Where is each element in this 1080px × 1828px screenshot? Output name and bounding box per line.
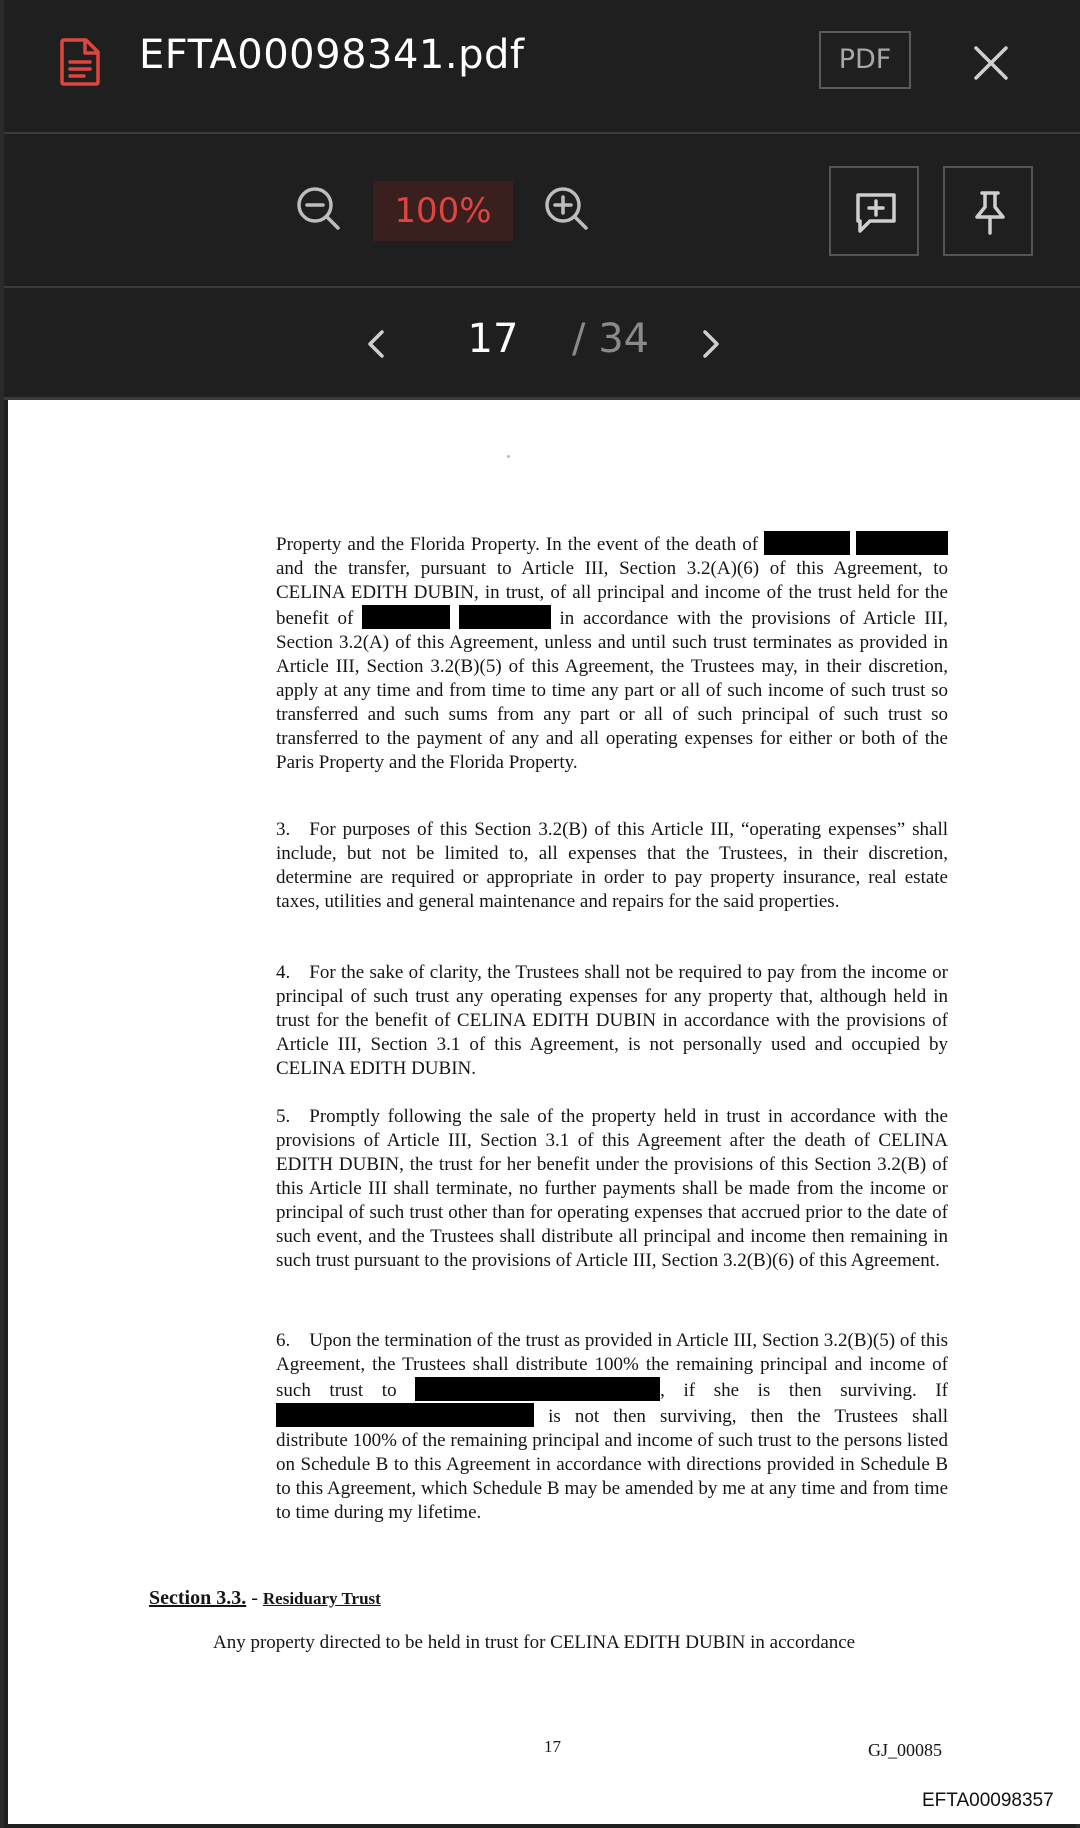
section-dash: - xyxy=(246,1587,263,1609)
redaction-block xyxy=(856,531,948,555)
paragraph-continuation xyxy=(276,531,948,775)
paragraph-text: 6. Upon the termination of the trust as provided in Article III, Section 3.2(B)(5) of this Agreement, the Trustees shall distribute 100% the remaining principal and income of such trust to xyxy=(276,1330,948,1401)
file-name-title: EFTA00098341.pdf xyxy=(139,32,525,78)
zoom-toolbar xyxy=(4,134,1080,288)
redaction-block xyxy=(415,1377,660,1401)
page-navigation xyxy=(4,288,1080,400)
paragraph-text: , if she is then surviving. If xyxy=(660,1380,948,1401)
pin-icon xyxy=(966,189,1014,237)
paragraph-6 xyxy=(276,1329,948,1525)
add-comment-icon xyxy=(852,189,900,237)
scan-speck xyxy=(507,455,510,458)
redaction-block xyxy=(362,605,450,629)
section-name: Residuary Trust xyxy=(262,1589,381,1608)
add-comment-button[interactable] xyxy=(829,166,919,256)
page-footer-number: 17 xyxy=(544,1737,561,1756)
chevron-right-icon[interactable] xyxy=(697,324,725,364)
redaction-block xyxy=(764,531,850,555)
bates-number: GJ_00085 xyxy=(868,1740,943,1760)
section-number: Section 3.3. xyxy=(149,1587,247,1609)
paragraph-5: 5. Promptly following the sale of the property held in trust in accordance with the provisions of Article III, Section 3.1 of this Agreement after the death of CELINA EDITH DUBIN, the trust for her benefit under the provisions of this Section 3.2(B) of this Article III shall terminate, no further payments shall be made from the income or principal of such trust other than for operating expenses that accrued prior to the date of such event, and the Trustees shall distribute all principal and income then remaining in such trust pursuant to the provisions of Article III, Section 3.2(B)(6) of this Agreement. xyxy=(276,1106,948,1271)
redaction-block xyxy=(276,1403,534,1427)
total-pages: / 34 xyxy=(572,316,650,362)
redaction-block xyxy=(459,605,551,629)
document-page xyxy=(8,400,1080,1824)
zoom-in-icon[interactable] xyxy=(542,184,590,232)
paragraph-text: is not then surviving, then the Trustees shall distribute 100% of the remaining principal and income of such trust to the persons listed on Schedule B to this Agreement in accordance with directions provided in Schedule B to this Agreement, which Schedule B may be amended by me at any time and from time to time during my lifetime. xyxy=(276,1406,949,1523)
paragraph-text: and the transfer, pursuant to Article III, Section 3.2(A)(6) of this Agreement, to CELINA EDITH DUBIN, in trust, of all principal and income of the trust held for the benefit of xyxy=(276,558,948,629)
section-body: Any property directed to be held in trust for CELINA EDITH DUBIN in accordance xyxy=(213,1632,856,1653)
current-page-number[interactable]: 17 xyxy=(467,316,519,362)
paragraph-text: Property and the Florida Property. In the event of the death of xyxy=(276,534,759,555)
paragraph-4: 4. For the sake of clarity, the Trustees shall not be required to pay from the income or principal of such trust any operating expenses for any property that, although held in trust for the benefit of CELINA EDITH DUBIN in accordance with the provisions of Article III, Section 3.1 of this Agreement, is not personally used and occupied by CELINA EDITH DUBIN. xyxy=(276,962,948,1079)
viewer-header xyxy=(4,0,1080,134)
paragraph-3: 3. For purposes of this Section 3.2(B) of this Article III, “operating expenses” shall include, but not be limited to, all expenses that the Trustees, in their discretion, determine are required or appropriate in order to pay property insurance, real estate taxes, utilities and general maintenance and repairs for the said properties. xyxy=(276,819,948,912)
pin-button[interactable] xyxy=(943,166,1033,256)
file-text-icon xyxy=(58,38,102,86)
document-id: EFTA00098357 xyxy=(922,1790,1054,1811)
paragraph-text: in accordance with the provisions of Article III, Section 3.2(A) of this Agreement, unless and until such trust terminates as provided in Article III, Section 3.2(B)(5) of this Agreement, the Trustees may, in their discretion, apply at any time and from time to time any part or all of such income of such trust so transferred and such sums from any part or all of such principal of such trust so transferred to the payment of any and all operating expenses for either or both of the Paris Property and the Florida Property. xyxy=(276,608,949,773)
chevron-left-icon[interactable] xyxy=(362,324,390,364)
zoom-level-display[interactable]: 100% xyxy=(373,181,513,241)
zoom-out-icon[interactable] xyxy=(294,184,342,232)
file-type-badge: PDF xyxy=(819,31,911,89)
section-heading xyxy=(149,1586,381,1611)
close-icon[interactable] xyxy=(970,42,1012,84)
